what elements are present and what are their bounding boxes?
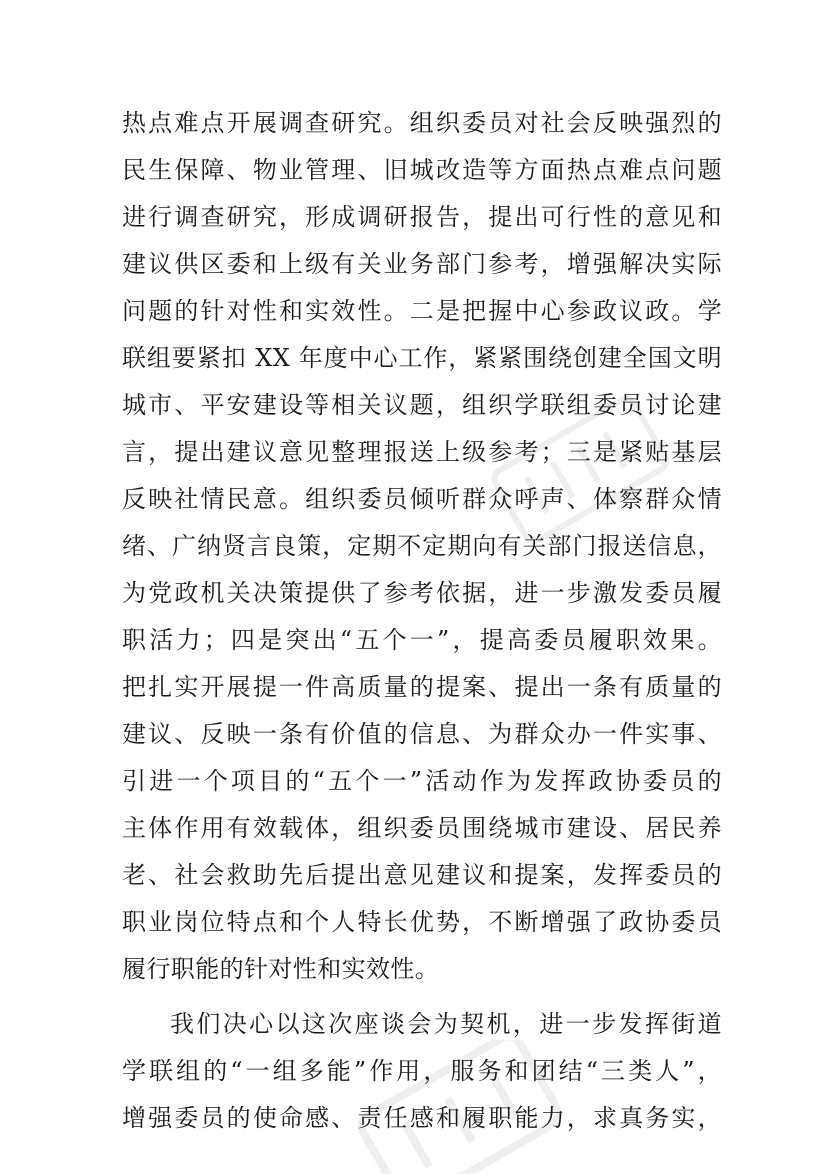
text-line: 为党政机关决策提供了参考依据，进一步激发委员履: [122, 579, 722, 607]
text-line: 建议供区委和上级有关业务部门参考，增强解决实际: [122, 250, 722, 278]
text-line: 言，提出建议意见整理报送上级参考；三是紧贴基层: [122, 438, 722, 466]
text-line: 问题的针对性和实效性。二是把握中心参政议政。学: [122, 297, 722, 325]
text-line: 增强委员的使命感、责任感和履职能力，求真务实，: [122, 1104, 722, 1132]
text-line: 绪、广纳贤言良策，定期不定期向有关部门报送信息，: [122, 532, 722, 560]
text-line: 民生保障、物业管理、旧城改造等方面热点难点问题: [122, 156, 722, 184]
body-text: [122, 100, 722, 1142]
text-line: 把扎实开展提一件高质量的提案、提出一条有质量的: [122, 673, 722, 701]
text-line: 反映社情民意。组织委员倾听群众呼声、体察群众情: [122, 485, 722, 513]
text-line: 引进一个项目的“五个一”活动作为发挥政协委员的: [122, 767, 722, 795]
text-line: 进行调查研究，形成调研报告，提出可行性的意见和: [122, 203, 722, 231]
text-line: 热点难点开展调查研究。组织委员对社会反映强烈的: [122, 109, 722, 137]
text-line: 建议、反映一条有价值的信息、为群众办一件实事、: [122, 720, 722, 748]
text-line: 职活力；四是突出“五个一”，提高委员履职效果。: [122, 626, 722, 654]
text-line: 联组要紧扣 XX 年度中心工作，紧紧围绕创建全国文明: [122, 344, 722, 372]
text-line: 职业岗位特点和个人特长优势，不断增强了政协委员: [122, 908, 722, 936]
text-line: 履行职能的针对性和实效性。: [122, 955, 440, 983]
text-line: 学联组的“一组多能”作用，服务和团结“三类人”，: [122, 1057, 722, 1085]
paragraph-first-line: 我们决心以这次座谈会为契机，进一步发挥街道: [170, 1010, 722, 1038]
text-line: 老、社会救助先后提出意见建议和提案，发挥委员的: [122, 861, 722, 889]
text-line: 主体作用有效载体，组织委员围绕城市建设、居民养: [122, 814, 722, 842]
text-line: 城市、平安建设等相关议题，组织学联组委员讨论建: [122, 391, 722, 419]
